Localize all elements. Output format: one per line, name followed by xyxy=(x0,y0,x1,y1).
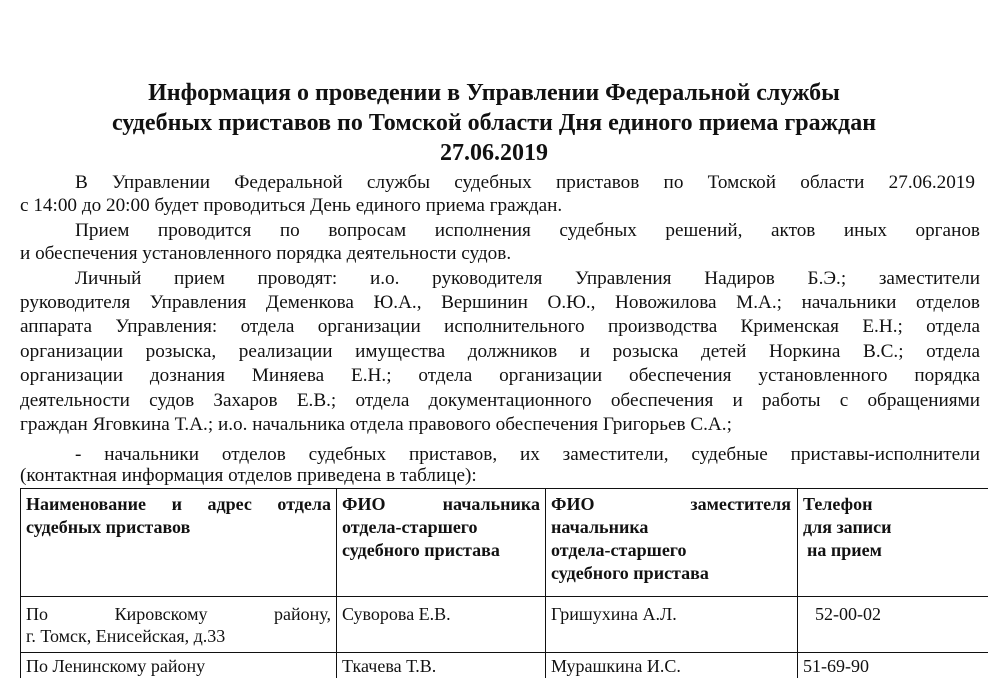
paragraph-line-13: (контактная информация отделов приведена в таблице): xyxy=(20,465,477,486)
paragraph-line-9: организации дознания Миняева Е.Н.; отдела организации обеспечения установленного порядка xyxy=(20,365,980,386)
row-1-chief xyxy=(337,597,546,653)
row-2-department-line-1: По Ленинскому району xyxy=(26,656,206,676)
paragraph-line-2: с 14:00 до 20:00 будет проводиться День единого приема граждан. xyxy=(20,195,563,216)
row-2-chief-text: Ткачева Т.В. xyxy=(342,656,437,676)
header-phone-line-1: Телефон xyxy=(803,494,873,514)
departments-table-wrapper xyxy=(20,488,988,678)
document-title-line-2: судебных приставов по Томской области Дня единого приема граждан xyxy=(111,110,877,136)
departments-table xyxy=(20,488,988,678)
table-header-row xyxy=(21,489,988,597)
paragraph-line-7: аппарата Управления: отдела организации исполнительного производства Крименская Е.Н.; отдела xyxy=(20,316,980,337)
header-chief xyxy=(337,489,546,597)
paragraph-line-8: организации розыска, реализации имущества должников и розыска детей Норкина В.С.; отдела xyxy=(20,341,980,362)
row-2-deputy xyxy=(546,653,798,678)
paragraph-line-5: Личный прием проводят: и.о. руководителя Управления Надиров Б.Э.; заместители xyxy=(75,268,980,289)
header-deputy-line-2: начальника xyxy=(551,517,649,537)
header-department xyxy=(21,489,337,597)
paragraph-line-6: руководителя Управления Деменкова Ю.А., Вершинин О.Ю., Новожилова М.А.; начальники отделов xyxy=(20,292,980,313)
header-phone-line-2: для записи xyxy=(803,517,892,537)
row-1-department-line-2: г. Томск, Енисейская, д.33 xyxy=(26,626,226,646)
row-2-department xyxy=(21,653,337,678)
row-1-deputy xyxy=(546,597,798,653)
header-chief-line-2: отдела-старшего xyxy=(342,517,478,537)
header-deputy-line-4: судебного пристава xyxy=(551,563,709,583)
paragraph-line-12: - начальники отделов судебных приставов, их заместители, судебные приставы-исполнители xyxy=(75,444,980,465)
header-phone-line-3: на прием xyxy=(807,540,882,560)
header-department-line-1: Наименование и адрес отдела xyxy=(26,494,331,514)
header-department-line-2: судебных приставов xyxy=(26,517,191,537)
header-chief-line-1: ФИО начальника xyxy=(342,494,540,514)
row-1-phone-text: 52-00-02 xyxy=(815,604,881,624)
header-deputy xyxy=(546,489,798,597)
paragraph-line-11: граждан Яговкина Т.А.; и.о. начальника отдела правового обеспечения Григорьев С.А.; xyxy=(20,414,732,435)
header-phone xyxy=(798,489,988,597)
row-1-deputy-text: Гришухина А.Л. xyxy=(551,604,677,624)
table-row xyxy=(21,597,988,653)
row-1-department-line-1: По Кировскому району, xyxy=(26,604,331,624)
document-title-line-3: 27.06.2019 xyxy=(440,140,548,166)
row-2-phone-text: 51-69-90 xyxy=(803,656,869,676)
paragraph-line-1: В Управлении Федеральной службы судебных приставов по Томской области 27.06.2019 xyxy=(75,172,975,193)
document-title-line-1: Информация о проведении в Управлении Федеральной службы xyxy=(148,80,840,106)
row-1-phone xyxy=(798,597,988,653)
table-row xyxy=(21,653,988,678)
row-1-chief-text: Суворова Е.В. xyxy=(342,604,451,624)
row-2-deputy-text: Мурашкина И.С. xyxy=(551,656,681,676)
header-deputy-line-3: отдела-старшего xyxy=(551,540,687,560)
paragraph-line-3: Прием проводится по вопросам исполнения судебных решений, актов иных органов xyxy=(75,220,980,241)
header-chief-line-3: судебного пристава xyxy=(342,540,500,560)
header-deputy-line-1: ФИО заместителя xyxy=(551,494,791,514)
paragraph-line-4: и обеспечения установленного порядка деятельности судов. xyxy=(20,243,512,264)
row-2-chief xyxy=(337,653,546,678)
paragraph-line-10: деятельности судов Захаров Е.В.; отдела документационного обеспечения и работы с обращениями xyxy=(20,390,980,411)
row-1-department xyxy=(21,597,337,653)
row-2-phone xyxy=(798,653,988,678)
